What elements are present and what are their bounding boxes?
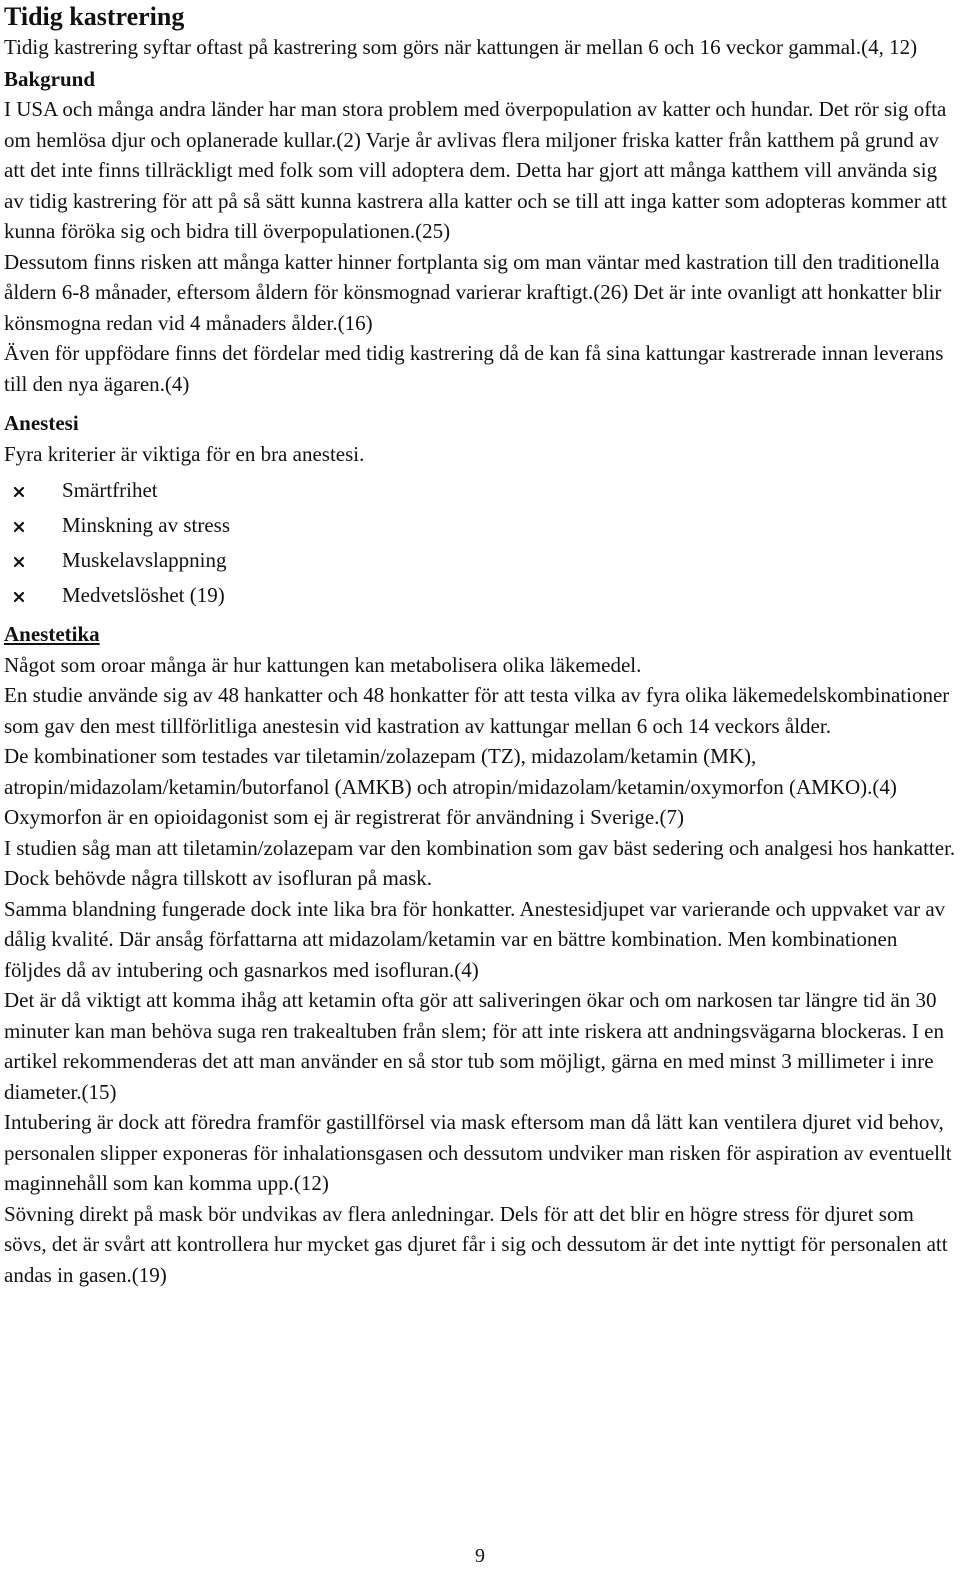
bakgrund-paragraph: Även för uppfödare finns det fördelar med tidig kastrering då de kan få sina kattungar kastrerade innan leverans till den nya ägaren.(4) (4, 341, 944, 396)
bakgrund-paragraph: Dessutom finns risken att många katter hinner fortplanta sig om man väntar med kastration till den traditionella åldern 6-8 månader, eftersom åldern för könsmognad varierar kraftigt.(26) Det är inte ovanligt att honkatter blir könsmogna redan vid 4 månaders ålder.(16) (4, 249, 942, 335)
section-heading-bakgrund: Bakgrund (4, 66, 96, 91)
anestetika-paragraph: I studien såg man att tiletamin/zolazepam var den kombination som gav bäst sedering och analgesi hos hankatter. Dock behövde några tillskott av isofluran på mask. (4, 835, 956, 890)
anestetika-paragraph: Samma blandning fungerade dock inte lika bra för honkatter. Anestesidjupet var varierande och uppvaket var av dålig kvalité. Där ansåg författarna att midazolam/ketamin var en bättre kombination. Men kombinationen följdes då av intubering och gasnarkos med isofluran.(4) (4, 896, 946, 982)
criteria-label: Minskning av stress (62, 513, 230, 537)
section-heading-anestetika: Anestetika (4, 622, 100, 646)
bakgrund-paragraph: I USA och många andra länder har man stora problem med överpopulation av katter och hundar. Det rör sig ofta om hemlösa djur och oplanerade kullar.(2) Varje år avlivas flera miljoner friska katter från katthem på grund av att det inte finns tillräckligt med folk som vill adoptera dem. Detta har gjort att många katthem vill använda sig av tidig kastrering för att på så sätt kunna kastrera alla katter och se till att inga katter som adopteras kommer att kunna föröka sig och bidra till överpopulationen.(25) (4, 97, 947, 243)
criteria-label: Medvetslöshet (19) (62, 583, 225, 607)
document-page (4, 0, 956, 1290)
cross-bullet-icon (8, 578, 30, 613)
criteria-label: Muskelavslappning (62, 548, 227, 572)
section-heading-anestesi: Anestesi (4, 411, 79, 435)
anestetika-paragraph: Intubering är dock att föredra framför gastillförsel via mask eftersom man då lätt kan ventilera djuret vid behov, personalen slipper exponeras för inhalationsgasen och dessutom undviker man risken för aspiration av eventuellt maginnehåll som kan komma upp.(12) (4, 1110, 952, 1195)
anestetika-paragraph: Det är då viktigt att komma ihåg att ketamin ofta gör att saliveringen ökar och om narkosen tar längre tid än 30 minuter kan man behöva suga ren trakealtuben från slem; för att inte riskera att andningsvägarna blockeras. I en artikel rekommenderas det att man använder en så stor tub som möjligt, gärna en med minst 3 millimeter i inre diameter.(15) (4, 988, 944, 1104)
intro-paragraph: Tidig kastrering syftar oftast på kastrering som görs när kattungen är mellan 6 och 16 veckor gammal.(4, 12) (4, 35, 918, 59)
anestetika-paragraph: Oxymorfon är en opioidagonist som ej är registrerat för användning i Sverige.(7) (4, 805, 684, 829)
anestesi-lead: Fyra kriterier är viktiga för en bra anestesi. (4, 441, 365, 466)
anestetika-paragraph: En studie använde sig av 48 hankatter och 48 honkatter för att testa vilka av fyra olika läkemedelskombinationer som gav den mest tillförlitliga anestesin vid kastration av kattungar mellan 6 och 14 veckors ålder. (4, 683, 950, 738)
criteria-label: Smärtfrihet (62, 478, 158, 502)
anestetika-paragraph: De kombinationer som testades var tiletamin/zolazepam (TZ), midazolam/ketamin (MK), atropin/midazolam/ketamin/butorfanol (AMKB) och atropin/midazolam/ketamin/oxymorfon (AMKO).(4) (4, 744, 897, 799)
list-item (4, 473, 956, 508)
page-number: 9 (475, 1545, 485, 1567)
criteria-list (4, 473, 956, 613)
list-item (4, 508, 956, 543)
cross-bullet-icon (8, 508, 30, 543)
list-item (4, 543, 956, 578)
list-item (4, 578, 956, 613)
cross-bullet-icon (8, 543, 30, 578)
anestetika-paragraph: Något som oroar många är hur kattungen kan metabolisera olika läkemedel. (4, 652, 642, 677)
cross-bullet-icon (8, 473, 30, 508)
page-title: Tidig kastrering (4, 2, 185, 31)
anestetika-paragraph: Sövning direkt på mask bör undvikas av flera anledningar. Dels för att det blir en högre stress för djuret som sövs, det är svårt att kontrollera hur mycket gas djuret får i sig och dessutom är det inte nyttigt för personalen att andas in gasen.(19) (4, 1201, 948, 1287)
